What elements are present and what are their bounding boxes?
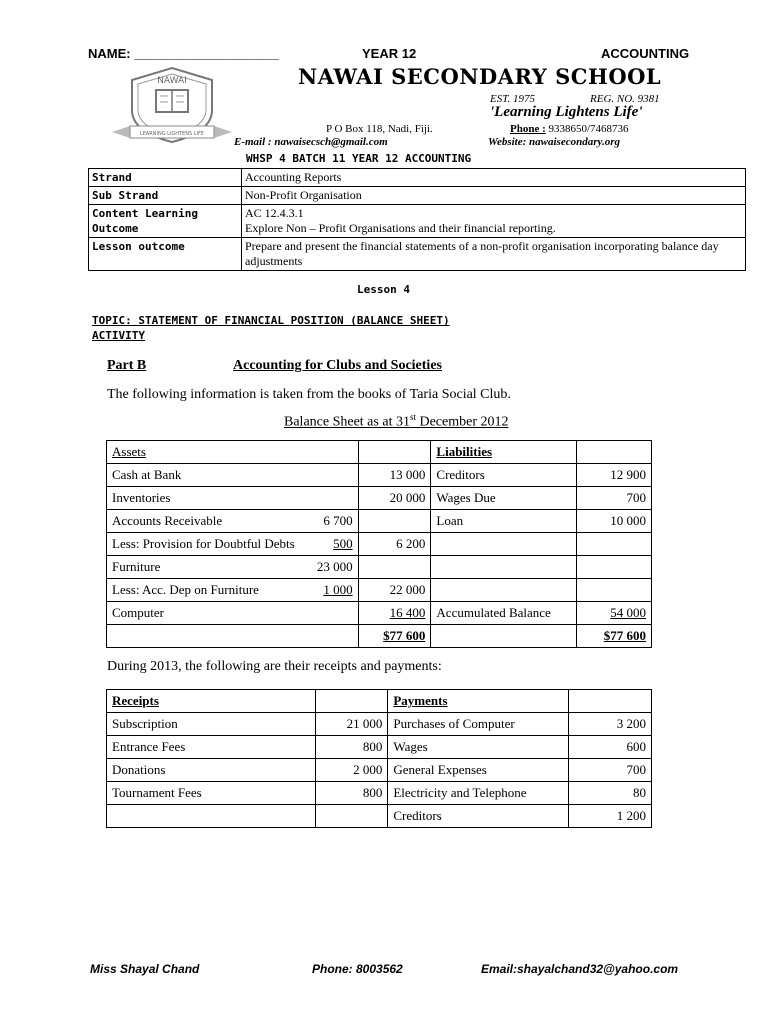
liabilities-header: Liabilities: [431, 441, 577, 464]
table-row: [107, 441, 652, 464]
info-key: Lesson outcome: [89, 238, 242, 271]
table-row: [107, 759, 652, 782]
topic-heading: [92, 313, 450, 343]
liability-amount: 10 000: [577, 510, 652, 533]
table-row: [107, 805, 652, 828]
footer-phone: Phone: 8003562: [312, 962, 403, 976]
liability-cell: Wages Due: [431, 487, 577, 510]
intro-text: The following information is taken from the books of Taria Social Club.: [107, 387, 511, 402]
payment-cell: Electricity and Telephone: [388, 782, 569, 805]
asset-amount: 22 000: [358, 579, 431, 602]
info-key: Sub Strand: [89, 187, 242, 205]
info-value: Accounting Reports: [242, 169, 746, 187]
table-row: [107, 690, 652, 713]
liability-amount: [577, 556, 652, 579]
payment-amount: 80: [569, 782, 652, 805]
footer-email: Email:shayalchand32@yahoo.com: [481, 962, 679, 976]
registration-number: REG. NO. 9381: [590, 93, 660, 105]
receipt-amount: 800: [316, 782, 388, 805]
school-email: E-mail : nawaisecsch@gmail.com: [234, 136, 388, 148]
liability-amount: [577, 579, 652, 602]
assets-header: Assets: [107, 441, 359, 464]
asset-cell: Computer: [107, 602, 359, 625]
table-row: [107, 782, 652, 805]
established-year: EST. 1975: [490, 93, 536, 105]
name-label: NAME: ____________________: [88, 46, 279, 61]
table-row: [107, 579, 652, 602]
year-label: YEAR 12: [362, 46, 417, 61]
balance-sheet-title: Balance Sheet as at 31st December 2012: [284, 412, 509, 430]
info-row-strand: [89, 169, 746, 187]
table-row: [107, 713, 652, 736]
asset-cell: Less: Acc. Dep on Furniture 1 000: [107, 579, 359, 602]
subject-label: ACCOUNTING: [601, 46, 690, 61]
total-liabilities: $77 600: [577, 625, 652, 648]
table-row: [107, 556, 652, 579]
liability-amount: 54 000: [577, 602, 652, 625]
phone-number: 9338650/7468736: [548, 123, 629, 135]
asset-cell: Accounts Receivable 6 700: [107, 510, 359, 533]
school-motto: 'Learning Lightens Life': [490, 104, 643, 120]
lesson-info-table: [88, 168, 746, 271]
asset-amount: 20 000: [358, 487, 431, 510]
asset-cell: Furniture 23 000: [107, 556, 359, 579]
receipt-cell: Tournament Fees: [107, 782, 316, 805]
payment-cell: General Expenses: [388, 759, 569, 782]
table-row: [107, 625, 652, 648]
receipt-amount: [316, 805, 388, 828]
outcome-text: Explore Non – Profit Organisations and their financial reporting.: [245, 221, 556, 235]
logo-text-top: NAWAI: [157, 76, 187, 86]
liability-cell: Creditors: [431, 464, 577, 487]
info-key: Strand: [89, 169, 242, 187]
receipt-cell: Entrance Fees: [107, 736, 316, 759]
part-title: Accounting for Clubs and Societies: [233, 358, 442, 373]
payment-amount: 1 200: [569, 805, 652, 828]
during-text: During 2013, the following are their receipts and payments:: [107, 659, 442, 674]
info-value: Prepare and present the financial statements of a non-profit organisation incorporating balance day adjustments: [242, 238, 746, 271]
receipt-cell: [107, 805, 316, 828]
asset-cell: Cash at Bank: [107, 464, 359, 487]
payment-cell: Wages: [388, 736, 569, 759]
info-row-sub-strand: [89, 187, 746, 205]
school-name: NAWAI SECONDARY SCHOOL: [298, 64, 662, 89]
receipt-amount: 2 000: [316, 759, 388, 782]
school-crest-logo: [108, 66, 236, 144]
liability-cell: Accumulated Balance: [431, 602, 577, 625]
liability-cell: [431, 533, 577, 556]
table-row: [107, 464, 652, 487]
activity-label: ACTIVITY: [92, 329, 145, 342]
asset-cell: Less: Provision for Doubtful Debts 500: [107, 533, 359, 556]
school-website: Website: nawaisecondary.org: [488, 136, 620, 148]
table-row: [107, 510, 652, 533]
receipts-payments-table: [106, 689, 652, 828]
phone-label: Phone :: [510, 123, 546, 135]
liability-amount: 700: [577, 487, 652, 510]
school-phone: [510, 123, 629, 135]
liability-cell: [431, 579, 577, 602]
lesson-number: Lesson 4: [357, 283, 410, 296]
receipt-cell: Subscription: [107, 713, 316, 736]
footer-teacher: Miss Shayal Chand: [90, 962, 200, 976]
payment-amount: 700: [569, 759, 652, 782]
receipt-amount: 21 000: [316, 713, 388, 736]
asset-amount: [358, 556, 431, 579]
batch-title: WHSP 4 BATCH 11 YEAR 12 ACCOUNTING: [246, 152, 472, 165]
payment-amount: 3 200: [569, 713, 652, 736]
part-label: Part B: [107, 358, 147, 373]
asset-amount: 13 000: [358, 464, 431, 487]
total-assets: $77 600: [358, 625, 431, 648]
payment-cell: Purchases of Computer: [388, 713, 569, 736]
liability-amount: 12 900: [577, 464, 652, 487]
info-key: Content Learning Outcome: [89, 205, 242, 238]
liability-cell: Loan: [431, 510, 577, 533]
logo-text-bottom: LEARNING LIGHTENS LIFE: [139, 131, 205, 137]
table-row: [107, 533, 652, 556]
po-box: P O Box 118, Nadi, Fiji.: [326, 123, 433, 135]
info-value: [242, 205, 746, 238]
receipt-cell: Donations: [107, 759, 316, 782]
outcome-code: AC 12.4.3.1: [245, 206, 304, 220]
asset-amount: [358, 510, 431, 533]
payment-amount: 600: [569, 736, 652, 759]
asset-cell: Inventories: [107, 487, 359, 510]
asset-amount: 6 200: [358, 533, 431, 556]
table-row: [107, 736, 652, 759]
table-row: [107, 602, 652, 625]
receipt-amount: 800: [316, 736, 388, 759]
asset-amount: 16 400: [358, 602, 431, 625]
receipts-header: Receipts: [107, 690, 316, 713]
topic-line: TOPIC: STATEMENT OF FINANCIAL POSITION (BALANCE SHEET): [92, 314, 450, 327]
info-row-content-outcome: [89, 205, 746, 238]
info-value: Non-Profit Organisation: [242, 187, 746, 205]
liability-amount: [577, 533, 652, 556]
table-row: [107, 487, 652, 510]
liability-cell: [431, 556, 577, 579]
balance-sheet-table: [106, 440, 652, 648]
info-row-lesson-outcome: [89, 238, 746, 271]
payment-cell: Creditors: [388, 805, 569, 828]
payments-header: Payments: [388, 690, 569, 713]
